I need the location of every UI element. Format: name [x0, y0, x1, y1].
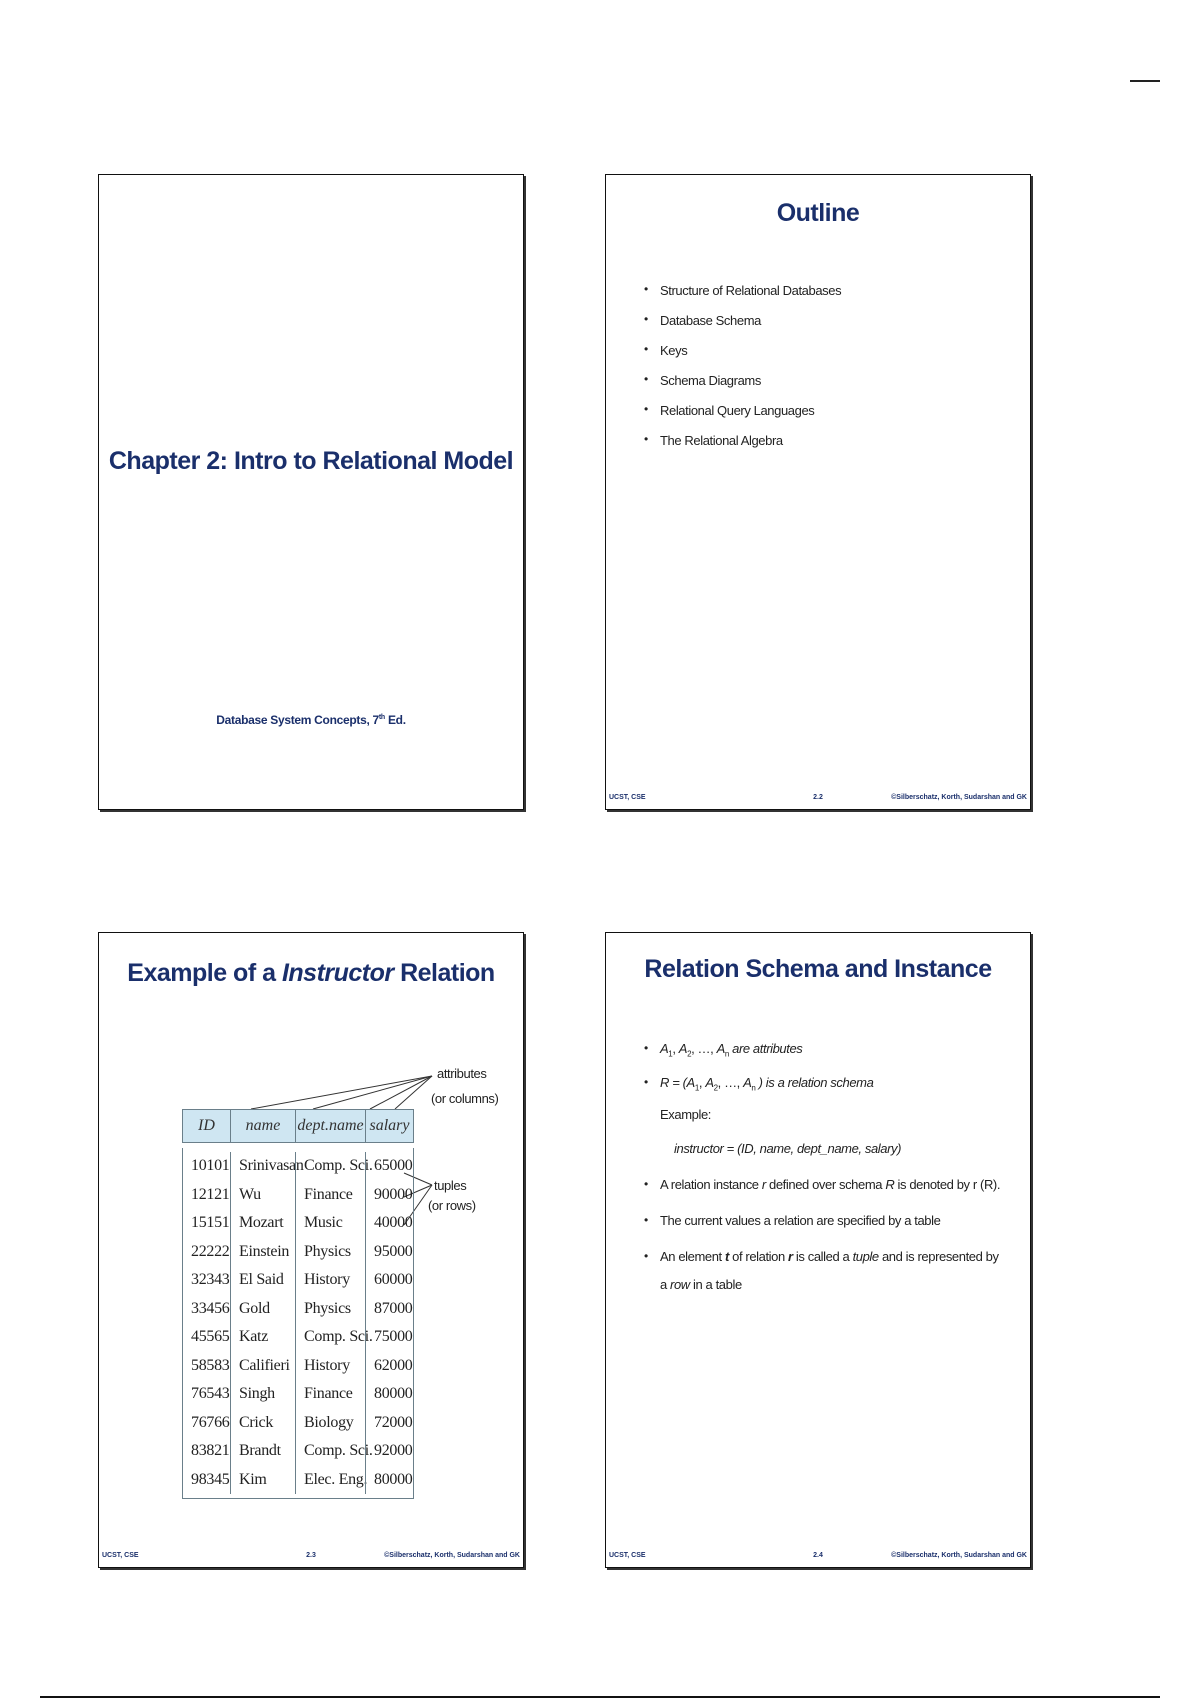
outline-list [644, 283, 841, 463]
column-dept [295, 1152, 373, 1494]
column-id [183, 1152, 230, 1494]
table-cell: 33456 [191, 1299, 230, 1317]
table-cell: 80000 [374, 1385, 413, 1402]
table-header [182, 1109, 414, 1143]
table-cell: 22222 [191, 1242, 230, 1260]
table-cell: Crick [239, 1413, 274, 1431]
list-item: Example: [660, 1107, 711, 1122]
table-cell: 45565 [191, 1328, 230, 1345]
slide-title [98, 174, 524, 810]
table-cell: 12121 [191, 1185, 230, 1203]
table-cell: Einstein [239, 1242, 290, 1260]
list-item: a row in a table [660, 1277, 742, 1292]
table-cell: Comp. Sci. [304, 1328, 373, 1345]
column-salary [365, 1152, 413, 1494]
list-item: • A relation instance r defined over schema R is denoted by r (R). [644, 1177, 1000, 1192]
list-item: • An element t of relation r is called a tuple and is represented by [644, 1249, 999, 1264]
outline-item: • Structure of Relational Databases [644, 283, 841, 298]
table-cell: History [304, 1271, 350, 1288]
annot-rows: (or rows) [428, 1198, 476, 1213]
table-cell: 60000 [374, 1271, 413, 1288]
annot-columns: (or columns) [431, 1091, 499, 1106]
slide3-title: Example of a Instructor Relation [127, 959, 495, 987]
table-cell: 80000 [374, 1470, 413, 1488]
table-cell: Elec. Eng. [304, 1470, 368, 1488]
list-item: • $R = (A_1$, $A_2$, …, $A_n$ ) is a relation schema [644, 1075, 873, 1093]
table-cell: Brandt [239, 1442, 281, 1459]
table-cell: 75000 [374, 1328, 413, 1345]
outline-item: • Relational Query Languages [644, 403, 841, 418]
table-cell: 32343 [191, 1271, 230, 1288]
table-cell: Wu [239, 1185, 261, 1203]
table-body [182, 1148, 414, 1499]
slide1-title: Chapter 2: Intro to Relational Model [108, 447, 514, 475]
table-cell: 62000 [374, 1356, 413, 1374]
list-item: • $A_1$, $A_2$, …, $A_n$ are attributes [644, 1041, 802, 1059]
table-cell: History [304, 1356, 350, 1374]
table-cell: Physics [304, 1299, 351, 1317]
table-cell: Singh [239, 1385, 275, 1402]
annot-attributes: attributes [437, 1066, 487, 1081]
table-cell: Physics [304, 1242, 351, 1260]
slide2-title: Outline [776, 199, 860, 227]
header-dept: dept.name [295, 1110, 365, 1142]
instructor-table [182, 1109, 414, 1499]
table-cell: Music [304, 1214, 343, 1231]
header-name: name [230, 1110, 295, 1142]
table-cell: Finance [304, 1385, 353, 1402]
bottom-rule [40, 1696, 1160, 1698]
table-cell: 95000 [374, 1242, 413, 1260]
column-name [230, 1152, 304, 1494]
table-cell: 98345 [191, 1470, 230, 1488]
table-cell: Comp. Sci. [304, 1442, 373, 1459]
slide-schema-instance [605, 932, 1031, 1568]
table-cell: 40000 [374, 1214, 413, 1231]
slide2-footer: UCST, CSE 2.2 ©Silberschatz, Korth, Sudarshan and GK [609, 794, 1027, 801]
slide4-title: Relation Schema and Instance [644, 955, 992, 983]
outline-item: • The Relational Algebra [644, 433, 841, 448]
slide1-subtitle: Database System Concepts, 7th Ed. [216, 713, 406, 727]
outline-item: • Schema Diagrams [644, 373, 841, 388]
table-cell: Mozart [239, 1214, 284, 1231]
table-cell: 15151 [191, 1214, 230, 1231]
table-cell: 10101 [191, 1157, 230, 1174]
table-cell: Gold [239, 1299, 270, 1317]
list-item: instructor = (ID, name, dept_name, salary) [674, 1141, 902, 1156]
slide-outline [605, 174, 1031, 810]
table-cell: 76766 [191, 1413, 230, 1431]
table-cell: Biology [304, 1413, 354, 1431]
slide3-footer: UCST, CSE 2.3 ©Silberschatz, Korth, Sudarshan and GK [102, 1552, 520, 1559]
slide-instructor-relation [98, 932, 524, 1568]
table-cell: El Said [239, 1271, 284, 1288]
header-salary: salary [365, 1110, 413, 1142]
top-dash [1130, 80, 1160, 82]
table-cell: 83821 [191, 1442, 230, 1459]
table-cell: 87000 [374, 1299, 413, 1317]
table-cell: Finance [304, 1185, 353, 1203]
header-id: ID [198, 1117, 215, 1134]
outline-item: • Database Schema [644, 313, 841, 328]
table-cell: Katz [239, 1328, 269, 1345]
table-cell: 72000 [374, 1413, 413, 1431]
outline-item: • Keys [644, 343, 841, 358]
annot-tuples: tuples [434, 1178, 467, 1193]
table-cell: 90000 [374, 1185, 413, 1203]
table-cell: Srinivasan [239, 1157, 304, 1174]
table-cell: Comp. Sci. [304, 1157, 373, 1174]
table-cell: Califieri [239, 1356, 290, 1374]
table-cell: 92000 [374, 1442, 413, 1459]
slide4-footer: UCST, CSE 2.4 ©Silberschatz, Korth, Sudarshan and GK [609, 1552, 1027, 1559]
list-item: • The current values a relation are specified by a table [644, 1213, 940, 1228]
table-cell: 58583 [191, 1356, 230, 1374]
table-cell: 76543 [191, 1385, 230, 1402]
table-cell: Kim [239, 1470, 267, 1488]
table-cell: 65000 [374, 1157, 413, 1174]
